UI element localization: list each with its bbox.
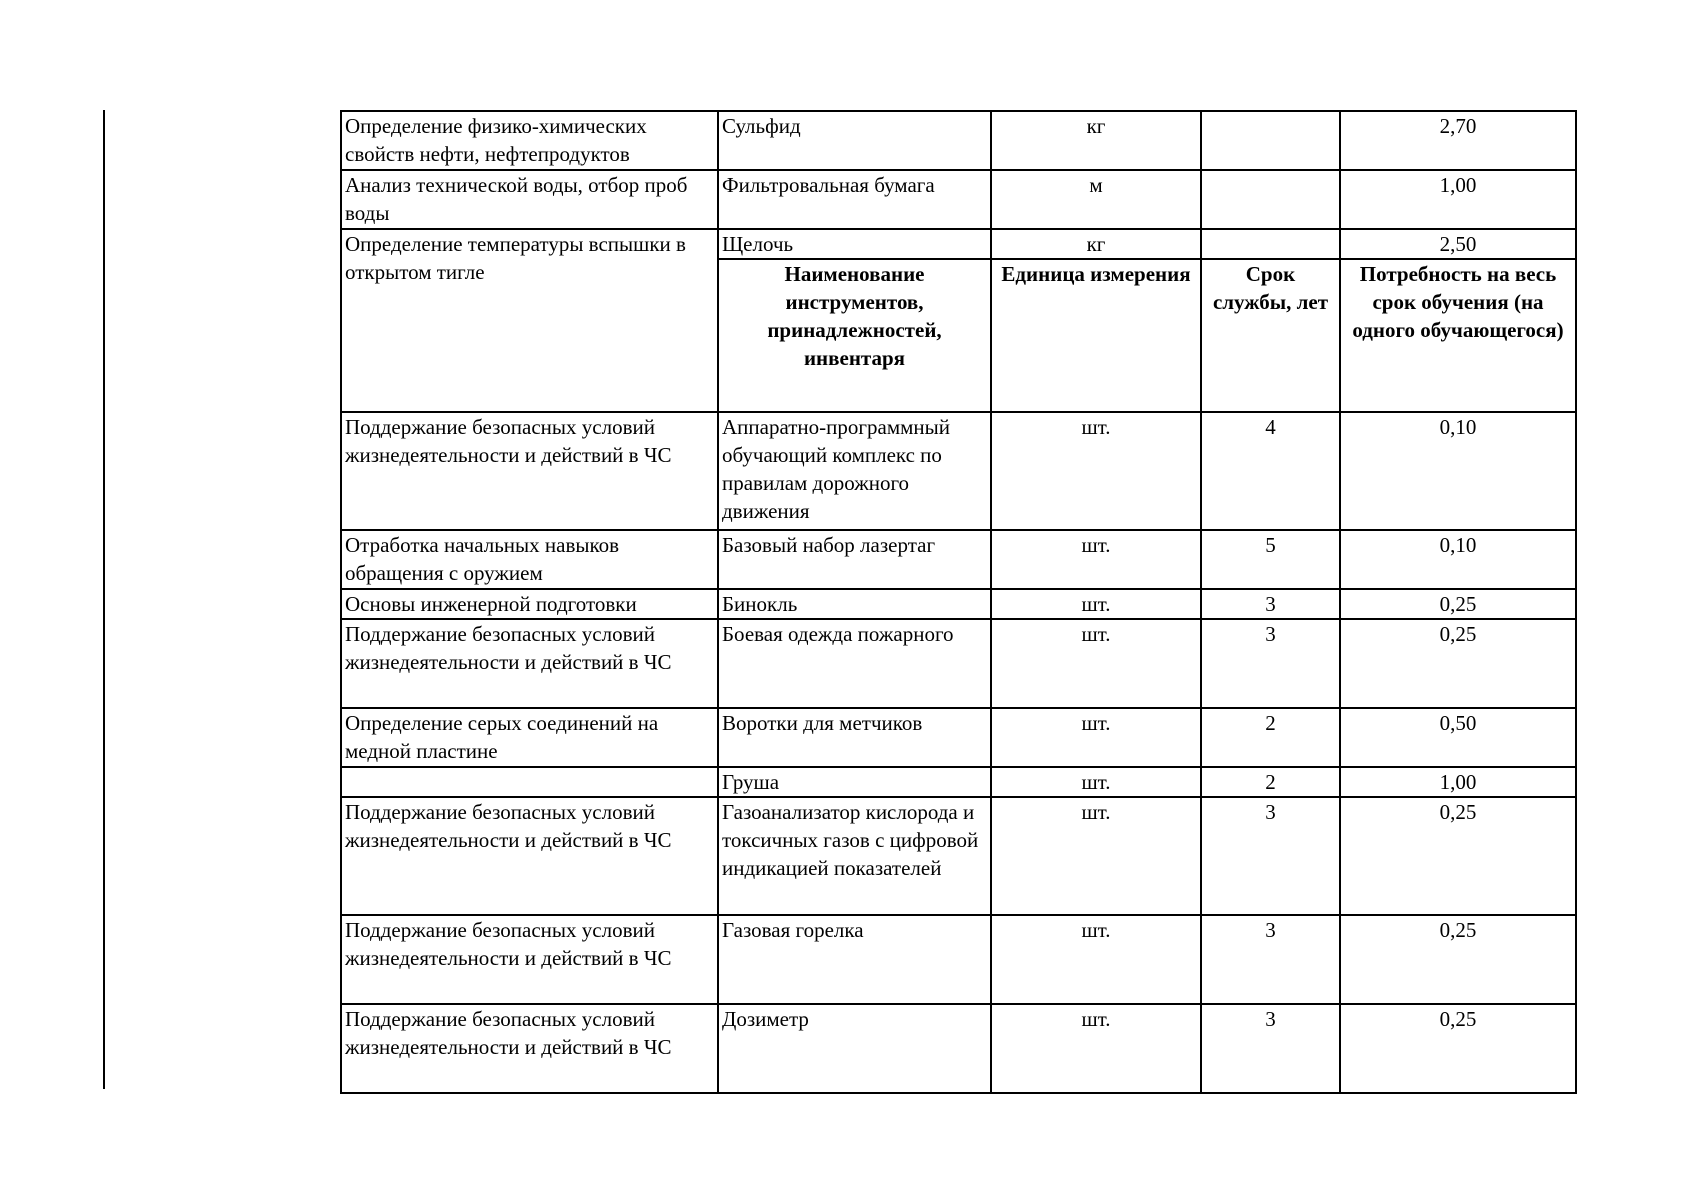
table-row	[341, 1004, 1576, 1093]
unit-cell: кг	[991, 111, 1201, 170]
table-row	[341, 619, 1576, 708]
activity-cell: Поддержание безопасных условий жизнедеятельности и действий в ЧС	[341, 797, 718, 915]
table-row	[341, 111, 1576, 170]
activity-cell: Определение температуры вспышки в открытом тигле	[341, 229, 718, 412]
table-row	[341, 915, 1576, 1004]
item-name-cell: Воротки для метчиков	[718, 708, 991, 767]
unit-cell: шт.	[991, 412, 1201, 530]
need-cell: 0,50	[1340, 708, 1576, 767]
need-cell: 1,00	[1340, 767, 1576, 797]
service-life-cell: 3	[1201, 915, 1340, 1004]
service-life-cell	[1201, 170, 1340, 229]
item-name-cell: Газоанализатор кислорода и токсичных газов с цифровой индикацией показателей	[718, 797, 991, 915]
need-cell: 0,10	[1340, 412, 1576, 530]
unit-cell: шт.	[991, 767, 1201, 797]
item-name-cell: Боевая одежда пожарного	[718, 619, 991, 708]
service-life-cell	[1201, 229, 1340, 259]
need-cell: 0,25	[1340, 915, 1576, 1004]
unit-cell: шт.	[991, 1004, 1201, 1093]
activity-cell: Поддержание безопасных условий жизнедеятельности и действий в ЧС	[341, 412, 718, 530]
activity-cell: Определение серых соединений на медной пластине	[341, 708, 718, 767]
unit-cell: шт.	[991, 530, 1201, 589]
activity-cell: Основы инженерной подготовки	[341, 589, 718, 619]
need-cell: 2,50	[1340, 229, 1576, 259]
unit-cell: шт.	[991, 915, 1201, 1004]
unit-cell: шт.	[991, 589, 1201, 619]
header-item-name: Наименование инструментов, принадлежностей, инвентаря	[718, 259, 991, 412]
service-life-cell	[1201, 111, 1340, 170]
item-name-cell: Бинокль	[718, 589, 991, 619]
item-name-cell: Газовая горелка	[718, 915, 991, 1004]
service-life-cell: 3	[1201, 589, 1340, 619]
service-life-cell: 3	[1201, 619, 1340, 708]
table-row	[341, 229, 1576, 259]
service-life-cell: 3	[1201, 1004, 1340, 1093]
header-need: Потребность на весь срок обучения (на одного обучающегося)	[1340, 259, 1576, 412]
unit-cell: шт.	[991, 708, 1201, 767]
activity-cell: Поддержание безопасных условий жизнедеятельности и действий в ЧС	[341, 915, 718, 1004]
table-row	[341, 708, 1576, 767]
need-cell: 0,25	[1340, 619, 1576, 708]
table-row	[341, 589, 1576, 619]
page-margin-line	[103, 110, 105, 1089]
item-name-cell: Аппаратно-программный обучающий комплекс по правилам дорожного движения	[718, 412, 991, 530]
unit-cell: м	[991, 170, 1201, 229]
table-row	[341, 170, 1576, 229]
activity-cell: Поддержание безопасных условий жизнедеятельности и действий в ЧС	[341, 619, 718, 708]
need-cell: 0,25	[1340, 797, 1576, 915]
service-life-cell: 4	[1201, 412, 1340, 530]
table-row	[341, 530, 1576, 589]
service-life-cell: 3	[1201, 797, 1340, 915]
need-cell: 0,10	[1340, 530, 1576, 589]
item-name-cell: Базовый набор лазертаг	[718, 530, 991, 589]
unit-cell: шт.	[991, 619, 1201, 708]
need-cell: 2,70	[1340, 111, 1576, 170]
item-name-cell: Груша	[718, 767, 991, 797]
need-cell: 0,25	[1340, 589, 1576, 619]
table-row	[341, 412, 1576, 530]
activity-cell: Анализ технической воды, отбор проб воды	[341, 170, 718, 229]
need-cell: 1,00	[1340, 170, 1576, 229]
header-service-life: Срок службы, лет	[1201, 259, 1340, 412]
activity-cell	[341, 767, 718, 797]
table-row	[341, 797, 1576, 915]
item-name-cell: Щелочь	[718, 229, 991, 259]
header-unit: Единица измерения	[991, 259, 1201, 412]
service-life-cell: 2	[1201, 708, 1340, 767]
activity-cell: Отработка начальных навыков обращения с оружием	[341, 530, 718, 589]
unit-cell: кг	[991, 229, 1201, 259]
activity-cell: Определение физико-химических свойств нефти, нефтепродуктов	[341, 111, 718, 170]
activity-cell: Поддержание безопасных условий жизнедеятельности и действий в ЧС	[341, 1004, 718, 1093]
service-life-cell: 5	[1201, 530, 1340, 589]
table-row	[341, 767, 1576, 797]
service-life-cell: 2	[1201, 767, 1340, 797]
need-cell: 0,25	[1340, 1004, 1576, 1093]
item-name-cell: Сульфид	[718, 111, 991, 170]
item-name-cell: Дозиметр	[718, 1004, 991, 1093]
equipment-table	[340, 110, 1577, 1094]
unit-cell: шт.	[991, 797, 1201, 915]
item-name-cell: Фильтровальная бумага	[718, 170, 991, 229]
